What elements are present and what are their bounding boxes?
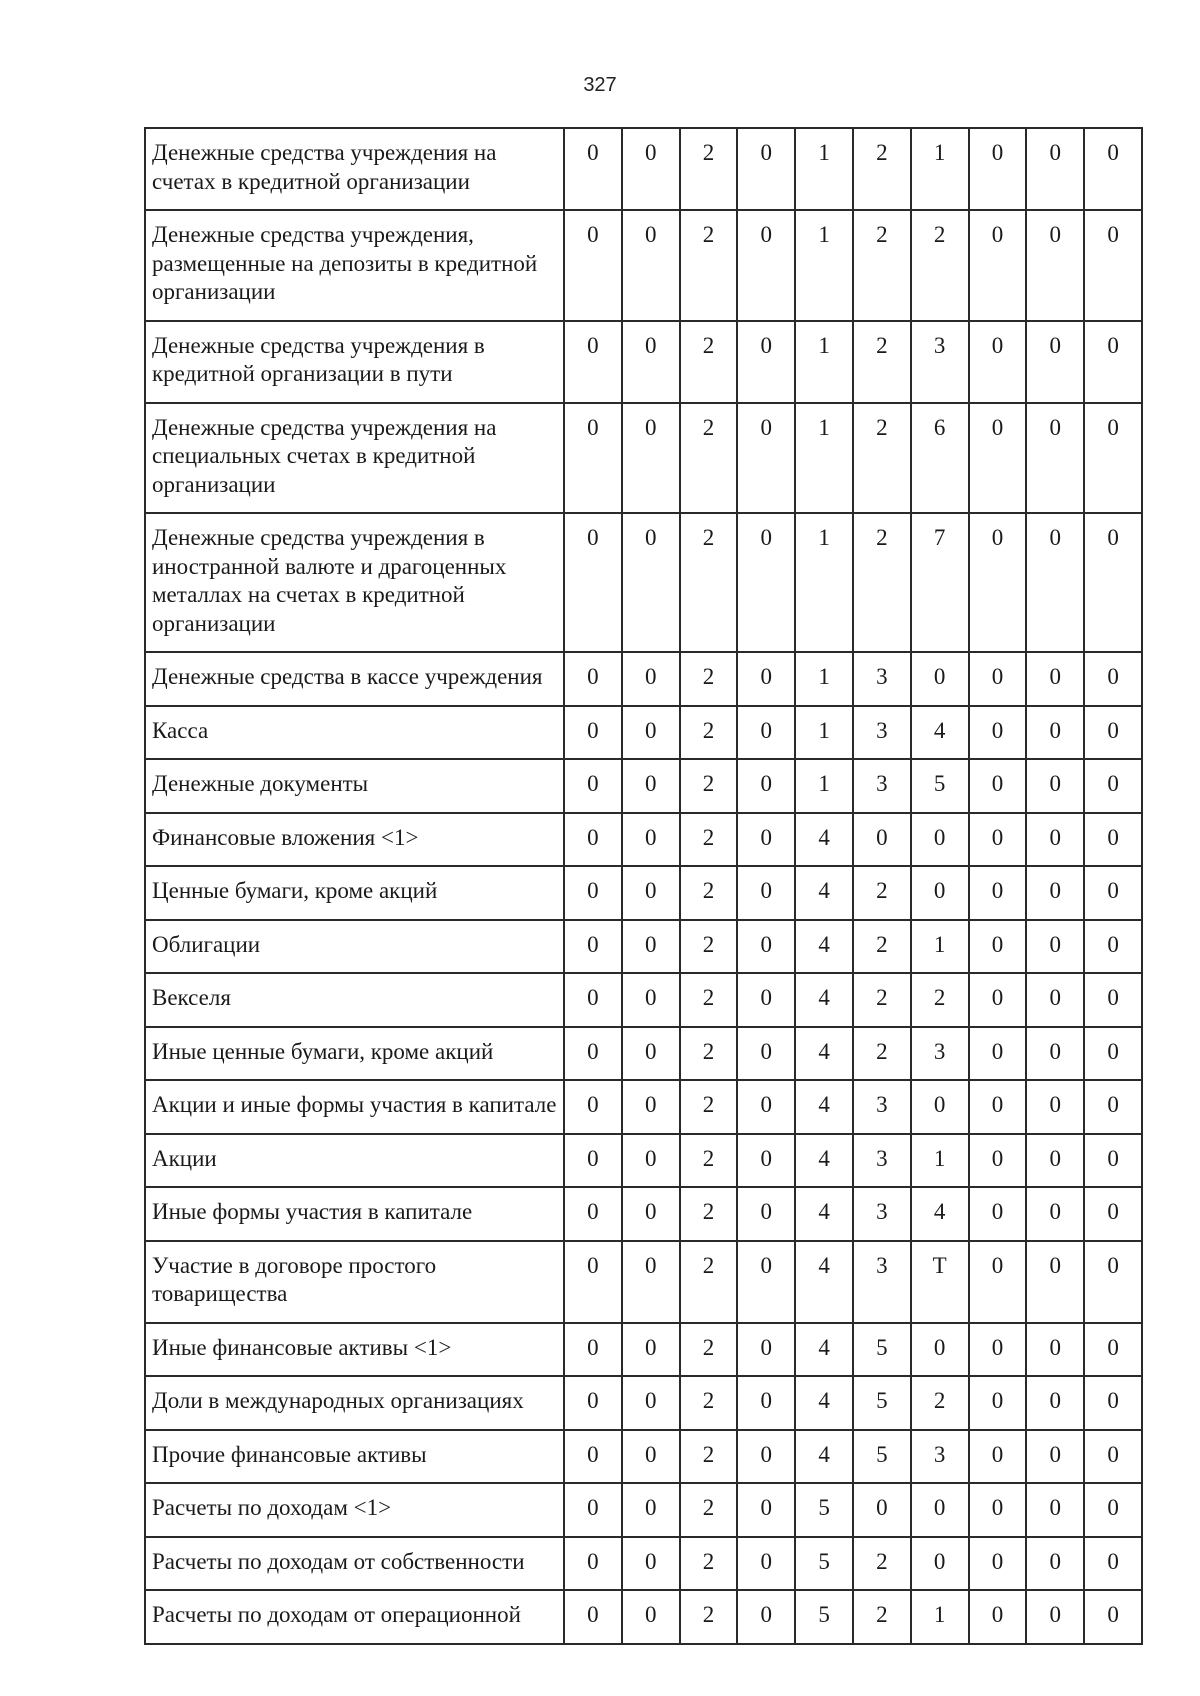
code-digit-cell: 0	[1084, 403, 1142, 514]
code-digit-cell: 0	[564, 1080, 622, 1134]
code-digit-cell: 2	[680, 706, 738, 760]
code-digit-cell: 0	[1084, 321, 1142, 403]
code-digit-cell: 4	[795, 866, 853, 920]
code-digit-cell: 1	[795, 210, 853, 321]
code-digit-cell: 1	[795, 513, 853, 652]
code-digit-cell: 0	[1026, 813, 1084, 867]
account-name-cell: Расчеты по доходам от операционной	[145, 1590, 564, 1644]
account-name-cell: Денежные средства учреждения в кредитной организации в пути	[145, 321, 564, 403]
code-digit-cell: 0	[1084, 973, 1142, 1027]
code-digit-cell: 4	[795, 1376, 853, 1430]
code-digit-cell: 0	[911, 1080, 969, 1134]
code-digit-cell: 2	[680, 210, 738, 321]
code-digit-cell: 0	[1084, 1187, 1142, 1241]
code-digit-cell: 0	[969, 759, 1027, 813]
code-digit-cell: 2	[680, 652, 738, 706]
code-digit-cell: 0	[1084, 1027, 1142, 1081]
code-digit-cell: 2	[911, 210, 969, 321]
code-digit-cell: 0	[1084, 1483, 1142, 1537]
code-digit-cell: 0	[737, 321, 795, 403]
code-digit-cell: 2	[911, 973, 969, 1027]
code-digit-cell: 2	[853, 973, 911, 1027]
code-digit-cell: 0	[622, 321, 680, 403]
code-digit-cell: 0	[1026, 1241, 1084, 1323]
code-digit-cell: 0	[1026, 973, 1084, 1027]
code-digit-cell: 0	[622, 759, 680, 813]
code-digit-cell: 2	[680, 128, 738, 210]
code-digit-cell: 2	[680, 1080, 738, 1134]
code-digit-cell: 0	[1084, 1590, 1142, 1644]
code-digit-cell: 0	[564, 321, 622, 403]
code-digit-cell: 2	[911, 1376, 969, 1430]
code-digit-cell: 0	[969, 652, 1027, 706]
code-digit-cell: 2	[853, 128, 911, 210]
code-digit-cell: 0	[969, 1537, 1027, 1591]
code-digit-cell: 5	[853, 1430, 911, 1484]
code-digit-cell: 0	[969, 973, 1027, 1027]
code-digit-cell: 0	[969, 1027, 1027, 1081]
code-digit-cell: 0	[1084, 1376, 1142, 1430]
code-digit-cell: 0	[622, 813, 680, 867]
code-digit-cell: 0	[969, 403, 1027, 514]
code-digit-cell: 0	[737, 866, 795, 920]
code-digit-cell: 2	[680, 1483, 738, 1537]
code-digit-cell: 0	[564, 1241, 622, 1323]
code-digit-cell: 5	[853, 1376, 911, 1430]
code-digit-cell: 0	[1084, 1241, 1142, 1323]
code-digit-cell: 3	[853, 652, 911, 706]
code-digit-cell: 0	[737, 759, 795, 813]
code-digit-cell: 0	[969, 813, 1027, 867]
code-digit-cell: 2	[853, 1590, 911, 1644]
code-digit-cell: 4	[795, 1134, 853, 1188]
code-digit-cell: 0	[1084, 759, 1142, 813]
code-digit-cell: 0	[969, 866, 1027, 920]
code-digit-cell: 0	[737, 1187, 795, 1241]
code-digit-cell: 0	[564, 1323, 622, 1377]
code-digit-cell: 0	[1084, 1134, 1142, 1188]
account-name-cell: Расчеты по доходам от собственности	[145, 1537, 564, 1591]
table-row	[145, 210, 1142, 321]
code-digit-cell: 0	[1026, 1323, 1084, 1377]
code-digit-cell: 0	[622, 210, 680, 321]
code-digit-cell: 3	[911, 1430, 969, 1484]
code-digit-cell: 0	[622, 1590, 680, 1644]
code-digit-cell: 0	[622, 1376, 680, 1430]
code-digit-cell: 0	[969, 321, 1027, 403]
code-digit-cell: 2	[680, 321, 738, 403]
code-digit-cell: 0	[969, 1241, 1027, 1323]
table-row	[145, 920, 1142, 974]
table-row	[145, 813, 1142, 867]
code-digit-cell: 4	[795, 1430, 853, 1484]
code-digit-cell: 2	[680, 1430, 738, 1484]
code-digit-cell: 0	[737, 652, 795, 706]
code-digit-cell: 0	[622, 973, 680, 1027]
code-digit-cell: 0	[737, 1376, 795, 1430]
code-digit-cell: 0	[622, 128, 680, 210]
page-number: 327	[583, 74, 617, 96]
account-name-cell: Акции	[145, 1134, 564, 1188]
account-name-cell: Денежные документы	[145, 759, 564, 813]
code-digit-cell: 0	[737, 1241, 795, 1323]
table-row	[145, 513, 1142, 652]
code-digit-cell: 0	[622, 1483, 680, 1537]
code-digit-cell: 0	[564, 1483, 622, 1537]
code-digit-cell: 0	[853, 1483, 911, 1537]
code-digit-cell: 0	[564, 973, 622, 1027]
code-digit-cell: 0	[622, 1080, 680, 1134]
code-digit-cell: 5	[853, 1323, 911, 1377]
code-digit-cell: 1	[795, 128, 853, 210]
code-digit-cell: 5	[795, 1590, 853, 1644]
code-digit-cell: 0	[564, 1537, 622, 1591]
account-name-cell: Касса	[145, 706, 564, 760]
code-digit-cell: 4	[795, 813, 853, 867]
code-digit-cell: 0	[564, 1376, 622, 1430]
code-digit-cell: 2	[680, 1241, 738, 1323]
code-digit-cell: 5	[911, 759, 969, 813]
code-digit-cell: 0	[1026, 1430, 1084, 1484]
code-digit-cell: 1	[911, 128, 969, 210]
code-digit-cell: 2	[853, 1027, 911, 1081]
account-name-cell: Ценные бумаги, кроме акций	[145, 866, 564, 920]
code-digit-cell: 4	[911, 706, 969, 760]
code-digit-cell: 0	[564, 813, 622, 867]
code-digit-cell: 0	[969, 513, 1027, 652]
code-digit-cell: 0	[622, 920, 680, 974]
table-row	[145, 1027, 1142, 1081]
code-digit-cell: 0	[737, 1430, 795, 1484]
code-digit-cell: 0	[1026, 1537, 1084, 1591]
code-digit-cell: 2	[853, 210, 911, 321]
code-digit-cell: 3	[911, 321, 969, 403]
account-name-cell: Денежные средства учреждения, размещенные на депозиты в кредитной организации	[145, 210, 564, 321]
code-digit-cell: 2	[680, 403, 738, 514]
account-name-cell: Иные ценные бумаги, кроме акций	[145, 1027, 564, 1081]
code-digit-cell: 0	[969, 920, 1027, 974]
code-digit-cell: 0	[737, 403, 795, 514]
code-digit-cell: 0	[1026, 321, 1084, 403]
code-digit-cell: 5	[795, 1537, 853, 1591]
code-digit-cell: 0	[737, 706, 795, 760]
code-digit-cell: 0	[622, 706, 680, 760]
account-name-cell: Денежные средства в кассе учреждения	[145, 652, 564, 706]
code-digit-cell: 2	[680, 920, 738, 974]
code-digit-cell: 0	[564, 128, 622, 210]
code-digit-cell: 0	[1026, 128, 1084, 210]
code-digit-cell: 0	[564, 759, 622, 813]
account-name-cell: Денежные средства учреждения на счетах в кредитной организации	[145, 128, 564, 210]
code-digit-cell: 0	[911, 866, 969, 920]
code-digit-cell: 4	[795, 1027, 853, 1081]
table-row	[145, 1537, 1142, 1591]
code-digit-cell: 2	[680, 866, 738, 920]
account-name-cell: Денежные средства учреждения на специальных счетах в кредитной организации	[145, 403, 564, 514]
code-digit-cell: 4	[795, 1323, 853, 1377]
code-digit-cell: 2	[680, 1537, 738, 1591]
code-digit-cell: 0	[564, 866, 622, 920]
code-digit-cell: 0	[969, 1483, 1027, 1537]
table-row	[145, 128, 1142, 210]
table-row	[145, 1376, 1142, 1430]
code-digit-cell: 0	[564, 210, 622, 321]
code-digit-cell: 0	[1084, 813, 1142, 867]
code-digit-cell: 0	[564, 513, 622, 652]
code-digit-cell: 2	[680, 513, 738, 652]
table-row	[145, 1430, 1142, 1484]
code-digit-cell: 0	[622, 1241, 680, 1323]
code-digit-cell: 0	[1084, 920, 1142, 974]
code-digit-cell: 4	[795, 1241, 853, 1323]
code-digit-cell: 0	[737, 1080, 795, 1134]
code-digit-cell: 4	[795, 1187, 853, 1241]
code-digit-cell: 3	[853, 1080, 911, 1134]
code-digit-cell: 0	[969, 210, 1027, 321]
code-digit-cell: 2	[680, 1187, 738, 1241]
code-digit-cell: 0	[737, 1590, 795, 1644]
code-digit-cell: 2	[680, 1376, 738, 1430]
account-name-cell: Иные финансовые активы <1>	[145, 1323, 564, 1377]
code-digit-cell: Т	[911, 1241, 969, 1323]
account-name-cell: Прочие финансовые активы	[145, 1430, 564, 1484]
code-digit-cell: 1	[911, 1590, 969, 1644]
code-digit-cell: 4	[795, 973, 853, 1027]
code-digit-cell: 1	[911, 1134, 969, 1188]
account-name-cell: Расчеты по доходам <1>	[145, 1483, 564, 1537]
code-digit-cell: 3	[853, 1134, 911, 1188]
code-digit-cell: 0	[1026, 1187, 1084, 1241]
code-digit-cell: 0	[1084, 128, 1142, 210]
code-digit-cell: 1	[795, 706, 853, 760]
code-digit-cell: 2	[680, 973, 738, 1027]
code-digit-cell: 0	[1026, 513, 1084, 652]
code-digit-cell: 0	[1026, 403, 1084, 514]
code-digit-cell: 0	[737, 1537, 795, 1591]
code-digit-cell: 4	[911, 1187, 969, 1241]
code-digit-cell: 0	[1084, 513, 1142, 652]
code-digit-cell: 0	[622, 652, 680, 706]
code-digit-cell: 0	[1026, 1376, 1084, 1430]
code-digit-cell: 0	[911, 1323, 969, 1377]
code-digit-cell: 0	[737, 210, 795, 321]
table-row	[145, 1134, 1142, 1188]
code-digit-cell: 2	[680, 1590, 738, 1644]
code-digit-cell: 0	[1026, 1080, 1084, 1134]
code-digit-cell: 0	[622, 1134, 680, 1188]
code-digit-cell: 2	[853, 513, 911, 652]
account-name-cell: Иные формы участия в капитале	[145, 1187, 564, 1241]
code-digit-cell: 6	[911, 403, 969, 514]
code-digit-cell: 0	[911, 652, 969, 706]
code-digit-cell: 1	[795, 652, 853, 706]
code-digit-cell: 0	[1026, 759, 1084, 813]
code-digit-cell: 0	[564, 403, 622, 514]
code-digit-cell: 0	[1084, 652, 1142, 706]
table-row	[145, 1080, 1142, 1134]
table-row	[145, 1483, 1142, 1537]
account-name-cell: Участие в договоре простого товарищества	[145, 1241, 564, 1323]
code-digit-cell: 0	[622, 1027, 680, 1081]
code-digit-cell: 0	[969, 1430, 1027, 1484]
code-digit-cell: 0	[1026, 210, 1084, 321]
code-digit-cell: 0	[969, 1187, 1027, 1241]
table-row	[145, 973, 1142, 1027]
account-name-cell: Денежные средства учреждения в иностранной валюте и драгоценных металлах на счетах в кредитной организации	[145, 513, 564, 652]
code-digit-cell: 2	[853, 403, 911, 514]
code-digit-cell: 3	[853, 1241, 911, 1323]
table-row	[145, 706, 1142, 760]
code-digit-cell: 3	[853, 759, 911, 813]
code-digit-cell: 0	[622, 513, 680, 652]
code-digit-cell: 1	[795, 403, 853, 514]
table-row	[145, 652, 1142, 706]
code-digit-cell: 0	[969, 706, 1027, 760]
table-row	[145, 321, 1142, 403]
code-digit-cell: 0	[564, 1187, 622, 1241]
account-name-cell: Доли в международных организациях	[145, 1376, 564, 1430]
code-digit-cell: 2	[680, 1134, 738, 1188]
code-digit-cell: 1	[795, 321, 853, 403]
code-digit-cell: 0	[1026, 706, 1084, 760]
code-digit-cell: 0	[737, 1483, 795, 1537]
account-codes-table	[144, 127, 1143, 1645]
code-digit-cell: 2	[680, 1027, 738, 1081]
code-digit-cell: 0	[622, 1187, 680, 1241]
code-digit-cell: 0	[564, 1430, 622, 1484]
code-digit-cell: 3	[853, 1187, 911, 1241]
code-digit-cell: 0	[1026, 1483, 1084, 1537]
code-digit-cell: 0	[564, 652, 622, 706]
code-digit-cell: 0	[1084, 1537, 1142, 1591]
code-digit-cell: 0	[911, 813, 969, 867]
code-digit-cell: 0	[737, 1027, 795, 1081]
table-row	[145, 866, 1142, 920]
code-digit-cell: 0	[853, 813, 911, 867]
code-digit-cell: 0	[969, 1590, 1027, 1644]
code-digit-cell: 2	[853, 1537, 911, 1591]
code-digit-cell: 2	[853, 321, 911, 403]
code-digit-cell: 0	[564, 920, 622, 974]
code-digit-cell: 1	[795, 759, 853, 813]
code-digit-cell: 0	[622, 1323, 680, 1377]
code-digit-cell: 0	[564, 706, 622, 760]
code-digit-cell: 0	[1026, 866, 1084, 920]
code-digit-cell: 0	[1084, 1080, 1142, 1134]
code-digit-cell: 4	[795, 920, 853, 974]
code-digit-cell: 0	[969, 1080, 1027, 1134]
code-digit-cell: 0	[1026, 1027, 1084, 1081]
code-digit-cell: 1	[911, 920, 969, 974]
code-digit-cell: 3	[911, 1027, 969, 1081]
table-row	[145, 403, 1142, 514]
code-digit-cell: 0	[737, 920, 795, 974]
table-row	[145, 1590, 1142, 1644]
code-digit-cell: 0	[622, 866, 680, 920]
code-digit-cell: 0	[564, 1027, 622, 1081]
account-name-cell: Облигации	[145, 920, 564, 974]
code-digit-cell: 0	[1026, 652, 1084, 706]
code-digit-cell: 2	[680, 1323, 738, 1377]
code-digit-cell: 0	[737, 1323, 795, 1377]
code-digit-cell: 0	[737, 513, 795, 652]
code-digit-cell: 2	[680, 759, 738, 813]
code-digit-cell: 0	[911, 1537, 969, 1591]
account-name-cell: Финансовые вложения <1>	[145, 813, 564, 867]
code-digit-cell: 0	[969, 1134, 1027, 1188]
table-row	[145, 1323, 1142, 1377]
code-digit-cell: 5	[795, 1483, 853, 1537]
code-digit-cell: 4	[795, 1080, 853, 1134]
code-digit-cell: 0	[737, 128, 795, 210]
code-digit-cell: 0	[622, 403, 680, 514]
code-digit-cell: 0	[564, 1590, 622, 1644]
code-digit-cell: 0	[1026, 1590, 1084, 1644]
account-codes-table-body	[145, 128, 1142, 1644]
code-digit-cell: 2	[680, 813, 738, 867]
code-digit-cell: 0	[1026, 920, 1084, 974]
code-digit-cell: 0	[1084, 706, 1142, 760]
code-digit-cell: 2	[853, 920, 911, 974]
code-digit-cell: 0	[969, 128, 1027, 210]
code-digit-cell: 7	[911, 513, 969, 652]
code-digit-cell: 3	[853, 706, 911, 760]
code-digit-cell: 0	[737, 1134, 795, 1188]
code-digit-cell: 0	[969, 1376, 1027, 1430]
code-digit-cell: 0	[1084, 210, 1142, 321]
account-name-cell: Векселя	[145, 973, 564, 1027]
table-row	[145, 1187, 1142, 1241]
table-row	[145, 1241, 1142, 1323]
code-digit-cell: 0	[737, 813, 795, 867]
code-digit-cell: 0	[911, 1483, 969, 1537]
code-digit-cell: 0	[1084, 866, 1142, 920]
account-name-cell: Акции и иные формы участия в капитале	[145, 1080, 564, 1134]
table-row	[145, 759, 1142, 813]
code-digit-cell: 0	[622, 1430, 680, 1484]
code-digit-cell: 0	[1026, 1134, 1084, 1188]
code-digit-cell: 2	[853, 866, 911, 920]
code-digit-cell: 0	[564, 1134, 622, 1188]
code-digit-cell: 0	[1084, 1323, 1142, 1377]
code-digit-cell: 0	[737, 973, 795, 1027]
code-digit-cell: 0	[969, 1323, 1027, 1377]
code-digit-cell: 0	[1084, 1430, 1142, 1484]
code-digit-cell: 0	[622, 1537, 680, 1591]
